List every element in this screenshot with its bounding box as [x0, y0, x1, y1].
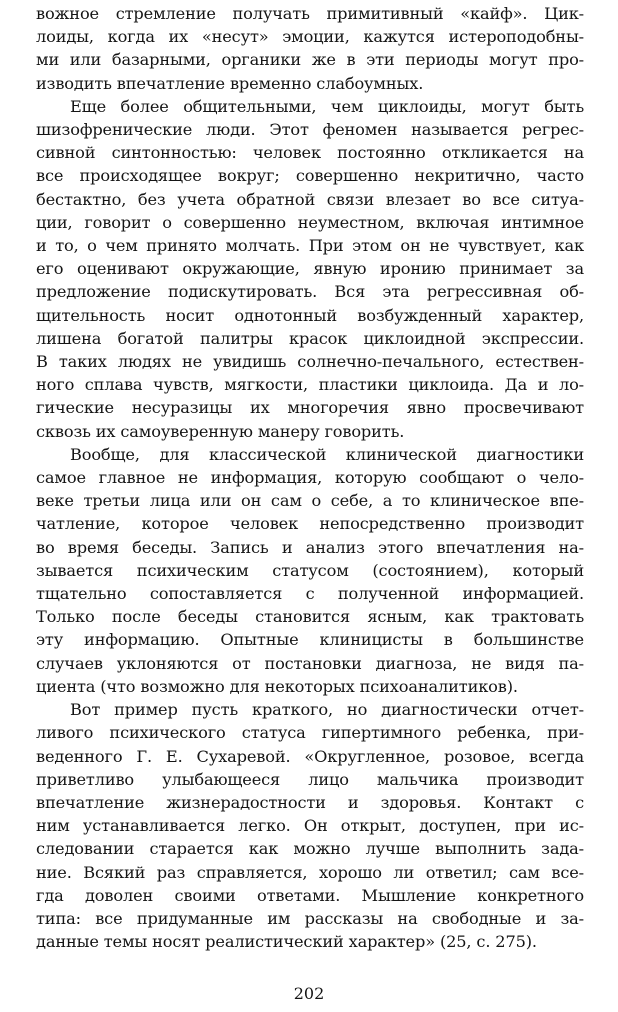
text-line: впечатление жизнерадостности и здоровья. Контакт с	[36, 792, 584, 812]
text-line: изводить впечатление временно слабоумных.	[36, 73, 424, 93]
text-line: сивной синтонностью: человек постоянно откликается на	[36, 143, 584, 163]
text-line: ним устанавливается легко. Он открыт, доступен, при ис-	[36, 816, 584, 836]
text-line: типа: все придуманные им рассказы на свободные и за-	[36, 908, 584, 928]
text-line: зывается психическим статусом (состоянием), который	[36, 560, 584, 580]
text-line: случаев уклоняются от постановки диагноза, не видя па-	[36, 653, 584, 673]
page-number: 202	[293, 984, 325, 1003]
text-line: его оценивают окружающие, явную иронию принимает за	[36, 259, 584, 279]
text-line: лоиды, когда их «несут» эмоции, кажутся истероподобны-	[36, 27, 584, 47]
text-line: данные темы носят реалистический характер» (25, с. 275).	[36, 932, 537, 952]
text-line: следовании старается как можно лучше выполнить зада-	[36, 839, 584, 859]
text-line: самое главное не информация, которую сообщают о чело-	[36, 468, 584, 488]
paragraph	[36, 698, 584, 953]
text-line: веке третьи лица или он сам о себе, а то клиническое впе-	[36, 491, 584, 511]
text-line: ние. Всякий раз справляется, хорошо ли ответил; сам все-	[36, 862, 584, 882]
text-line: веденного Г. Е. Сухаревой. «Округленное, розовое, всегда	[36, 746, 584, 766]
text-line: все происходящее вокруг; совершенно некритично, часто	[36, 166, 584, 186]
paragraph	[36, 443, 584, 698]
page-body	[36, 2, 584, 953]
text-line: бестактно, без учета обратной связи влезает во все ситуа-	[36, 189, 584, 209]
text-line: чатление, которое человек непосредственно производит	[36, 514, 584, 534]
text-line: ного сплава чувств, мягкости, пластики циклоида. Да и ло-	[36, 375, 584, 395]
text-line: Еще более общительными, чем циклоиды, могут быть	[70, 96, 584, 116]
text-line: щительность носит однотонный возбужденный характер,	[36, 305, 584, 325]
text-line: сквозь их самоуверенную манеру говорить.	[36, 421, 405, 441]
text-line: Вот пример пусть краткого, но диагностически отчет-	[70, 700, 584, 720]
text-line: лишена богатой палитры красок циклоидной экспрессии.	[36, 328, 584, 348]
text-line: гда доволен своими ответами. Мышление конкретного	[36, 885, 584, 905]
text-line: гические несуразицы их многоречия явно просвечивают	[36, 398, 584, 418]
text-flow	[36, 2, 584, 953]
text-line: ми или базарными, органики же в эти периоды могут про-	[36, 50, 584, 70]
text-line: и то, о чем принято молчать. При этом он не чувствует, как	[36, 236, 584, 256]
text-line: Вообще, для классической клинической диагностики	[70, 444, 584, 464]
text-line: ции, говорит о совершенно неуместном, включая интимное	[36, 212, 584, 232]
text-line: ливого психического статуса гипертимного ребенка, при-	[36, 723, 584, 743]
text-line: эту информацию. Опытные клиницисты в большинстве	[36, 630, 584, 650]
text-line: вожное стремление получать примитивный «кайф». Цик-	[36, 4, 584, 23]
text-line: В таких людях не увидишь солнечно-печального, естествен-	[36, 352, 584, 372]
text-line: шизофренические люди. Этот феномен называется регрес-	[36, 120, 584, 140]
text-line: тщательно сопоставляется с полученной информацией.	[36, 584, 584, 604]
paragraph	[36, 2, 584, 95]
text-line: во время беседы. Запись и анализ этого впечатления на-	[36, 537, 584, 557]
text-line: приветливо улыбающееся лицо мальчика производит	[36, 769, 584, 789]
text-line: Только после беседы становится ясным, как трактовать	[36, 607, 584, 627]
paragraph	[36, 95, 584, 443]
text-line: циента (что возможно для некоторых психоаналитиков).	[36, 676, 518, 696]
text-line: предложение подискутировать. Вся эта регрессивная об-	[36, 282, 584, 302]
